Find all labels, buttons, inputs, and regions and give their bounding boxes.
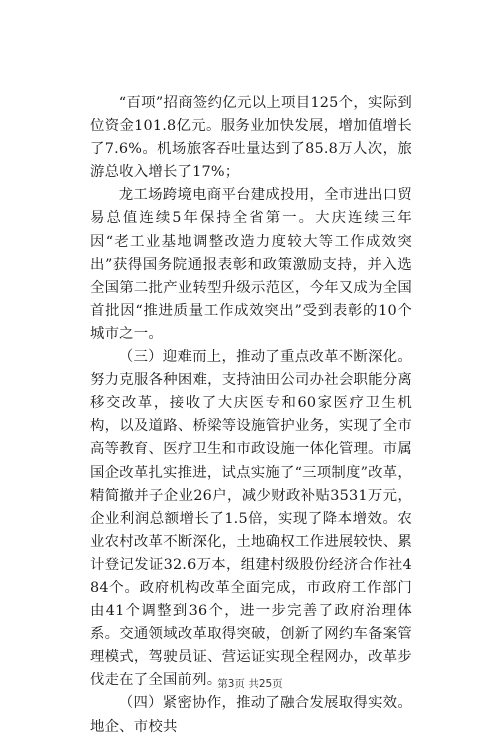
paragraph-reform: （三）迎难而上，推动了重点改革不断深化。努力克服各种困难，支持油田公司办社会职能分离移交改革，接收了大庆医专和60家医疗卫生机构，以及道路、桥梁等设施管护业务，实现了全市高等教育、医疗卫生和市政设施一体化管理。市属国企改革扎实推进，试点实施了“三项制度”改革，精简撤并子企业26户，减少财政补贴3531万元，企业利润总额增长了1.5倍，实现了降本增效。农业农村改革不断深化，土地确权工作进展较快、累计登记发证32.6万本，组建村级股份经济合作社484个。政府机构改革全面完成，市政府工作部门由41个调整到36个，进一步完善了政府治理体系。交通领域改革取得突破，创新了网约车备案管理模式，驾驶员证、营运证实现全程网办，改革步伐走在了全国前列。 [90, 349, 412, 689]
paragraph-integration: （四）紧密协作，推动了融合发展取得实效。地企、市校共 [90, 695, 412, 735]
page-number-footer: 第3页 共25页 [217, 678, 283, 690]
paragraph-investment: “百项”招商签约亿元以上项目125个，实际到位资金101.8亿元。服务业加快发展，增加值增长了7.6%。机场旅客吞吐量达到了85.8万人次，旅游总收入增长了17%； [90, 95, 412, 181]
document-body [90, 92, 412, 739]
paragraph-ecommerce: 龙工场跨境电商平台建成投用，全市进出口贸易总值连续5年保持全省第一。大庆连续三年因“老工业基地调整改造力度较大等工作成效突出”获得国务院通报表彰和政策激励支持，并入选全国第二批产业转型升级示范区，今年又成为全国首批因“推进质量工作成效突出”受到表彰的10个城市之一。 [90, 187, 412, 342]
